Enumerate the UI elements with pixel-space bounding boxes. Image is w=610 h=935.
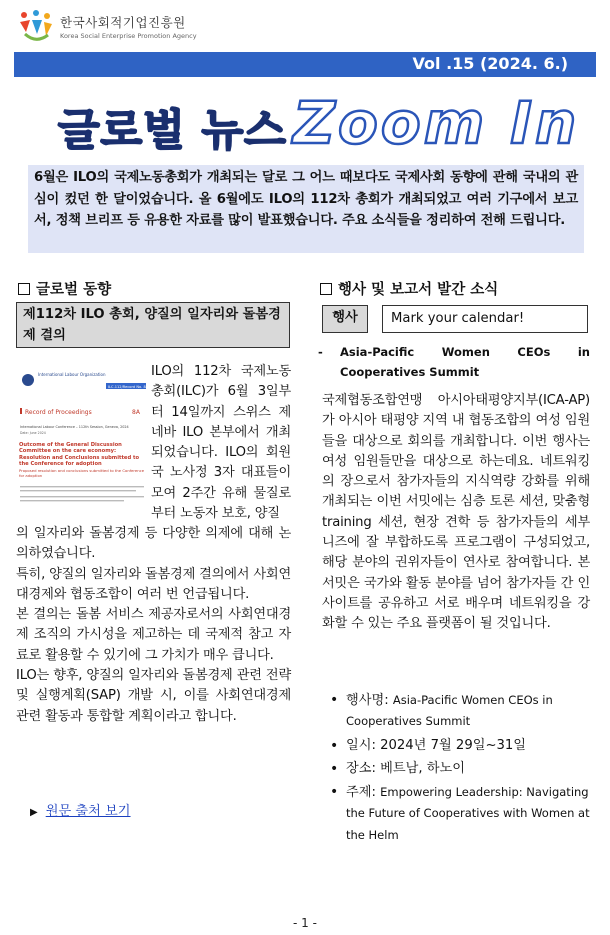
newsletter-banner [0,89,610,165]
triangle-right-icon: ▶ [30,807,38,818]
thumb-badge: ILC.112/Record No. 8A [108,385,149,389]
article-body [16,524,291,727]
ilo-emblem-icon [22,374,34,386]
event-tag: 행사 [322,305,368,333]
event-details-list [330,690,590,849]
thumb-org: International Labour Organization [38,372,106,377]
article-paragraph: 의 일자리와 돌봄경제 등 다양한 의제에 대해 논의하였습니다. [16,526,291,562]
checkbox-square-icon [18,283,30,295]
page-number: - 1 - [293,916,317,930]
thumb-number: 8A [132,409,140,416]
list-item [330,690,590,733]
section-heading-global-trends [18,278,111,299]
list-item: • 장소: 베트남, 하노이 [330,759,590,779]
volume-label: Vol .15 (2024. 6.) [412,54,568,73]
banner-title-en: Zoom In [293,89,580,157]
section-title: 행사 및 보고서 발간 소식 [338,282,499,298]
source-link[interactable] [30,800,131,819]
org-name-ko: 한국사회적기업진흥원 [60,15,186,30]
document-thumbnail [16,362,150,512]
org-logo [16,8,316,46]
article-title: 제112차 ILO 총회, 양질의 일자리와 돌봄경제 결의 [16,302,290,348]
org-name-en: Korea Social Enterprise Promotion Agency [60,32,197,40]
list-item: • 일시: 2024년 7월 29일~31일 [330,736,590,756]
thumb-date: Date: June 2024 [20,431,46,435]
intro-box: 6월은 ILO의 국제노동총회가 개최되는 달로 그 어느 때보다도 국제사회 동향에 관해 국내의 관심이 컸던 한 달이었습니다. 올 6월에도 ILO의 112차 총회가 개최되었고 여러 기구에서 보고서, 정책 브리프 등 유용한 자료를 많이 발표했습니다. 주요 소식들을 정리하여 전해 드립니다. [28,165,584,253]
org-logo-mark-icon [16,8,56,46]
article-paragraph: 특히, 양질의 일자리와 돌봄경제 결의에서 사회연대경제와 협동조합이 여러 번 언급됩니다. [16,566,291,602]
source-link-label[interactable]: 원문 출처 보기 [45,804,131,819]
event-name-value: Asia-Pacific Women CEOs in Cooperatives Summit [346,693,553,729]
event-name-label: 행사명: [346,693,389,708]
thumb-subheading: International Labour Conference – 112th Session, Geneva, 2024 [20,425,129,429]
banner-title-ko: 글로벌 뉴스 [58,106,287,156]
volume-bar [14,52,596,77]
event-title: - Asia-Pacific Women CEOs in Cooperatives Summit [318,342,590,382]
section-heading-events [320,278,498,299]
article-paragraph: ILO는 향후, 양질의 일자리와 돌봄경제 관련 전략 및 실행계획(SAP) 개발 시, 이를 사회연대경제 관련 활동과 통합할 계획이라고 합니다. [16,668,291,724]
list-item [330,782,590,846]
event-theme-label: 주제: [346,785,376,801]
thumb-outcome-title: Outcome of the General Discussion Committee on the care economy: Resolution and Conclusions submitted to the Conference for adoption [19,442,140,468]
article-lead-text: ILO의 112차 국제노동총회(ILC)가 6월 3일부터 14일까지 스위스 제네바 ILO 본부에서 개최되었습니다. ILO의 회원국 노사정 3자 대표들이 모여 2주간 유해 물질로부터 노동자 보호, 양질 [151,364,291,522]
checkbox-square-icon [320,283,332,295]
event-description: 국제협동조합연맹 아시아태평양지부(ICA-AP)가 아시아 태평양 지역 내 협동조합의 여성 임원들을 대상으로 회의를 개최합니다. 이번 행사는 여성 임원들만을 대상으로 하는데요. 네트워킹의 장으로서 참가자들의 지식역량 강화를 위해 개최되는 이번 서밋에는 심층 토론 세션, 맞춤형 training 세션, 현장 견학 등 참가자들의 세부 니즈에 잘 부합하도록 프로그램이 구성되었고, 해당 분야의 권위자들이 연사로 참여합니다. 본 서밋은 국가와 활동 분야를 넘어 참가자들 간 인사이트를 공유하고 서로 배우며 네트워킹을 강화할 수 있는 주요 플랫폼이 될 것입니다. [322,393,590,632]
thumb-outcome-sub: Proposed resolution and conclusions submitted to the Conference for adoption [19,469,145,478]
calendar-label: Mark your calendar! [382,305,588,333]
thumb-heading: Record of Proceedings [25,409,92,416]
section-title: 글로벌 동향 [36,282,112,298]
article-paragraph: 본 결의는 돌봄 서비스 제공자로서의 사회연대경제 조직의 가시성을 제고하는 데 국제적 참고 자료로 활용할 수 있기에 그 가치가 매우 큽니다. [16,607,291,663]
event-title-text: Asia-Pacific Women CEOs in Cooperatives Summit [340,345,590,379]
event-theme-value: Empowering Leadership: Navigating the Future of Cooperatives with Women at the Helm [346,785,590,842]
